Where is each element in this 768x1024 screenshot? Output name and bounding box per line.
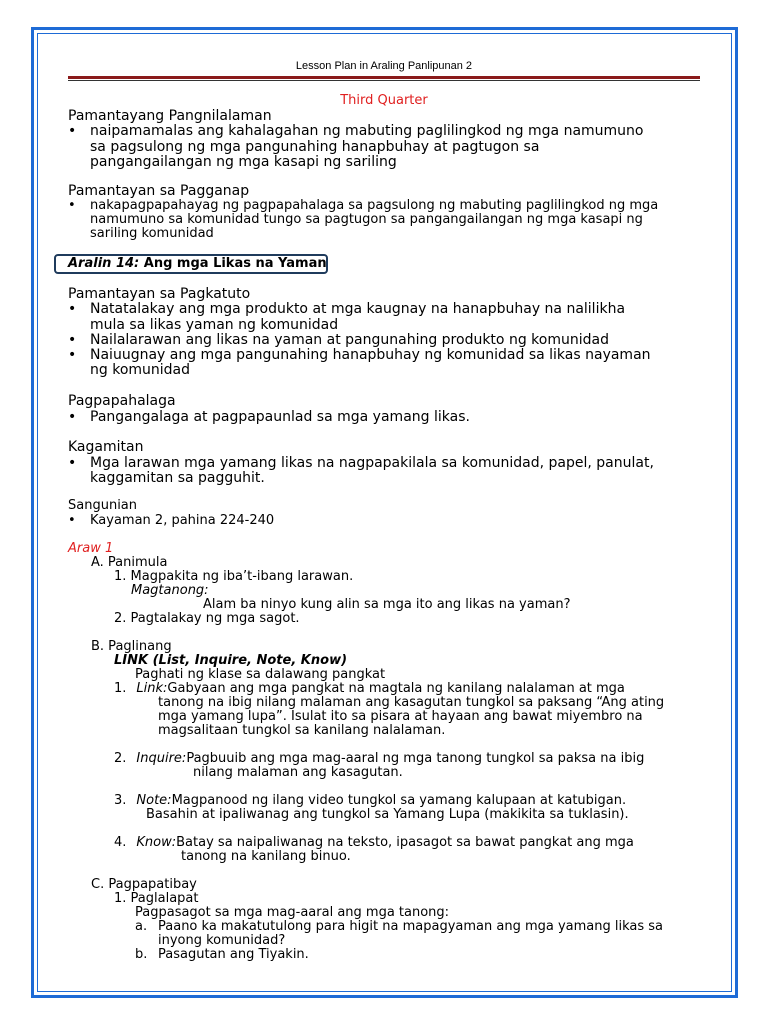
question-b-label: b. [135, 947, 148, 962]
section-a-item: 2. Pagtalakay ng mga sagot. [114, 611, 300, 626]
know-text: Batay sa naipaliwanag na teksto, ipasagot sa bawat pangkat ang mga [176, 835, 634, 850]
know-text-line: tanong na kanilang binuo. [181, 849, 351, 864]
content-standard-line: pangangailangan ng mga kasapi ng sariling [90, 154, 397, 170]
quarter-title: Third Quarter [340, 93, 428, 108]
performance-standard-line: sariling komunidad [90, 226, 214, 241]
content-standard-line: sa pagsulong ng mga pangunahing hanapbuhay at pagtugon sa [90, 139, 540, 155]
question-a-line: inyong komunidad? [158, 933, 286, 948]
link-text-line: tanong na ibig nilang malaman ang kasagutan tungkol sa paksang “Ang ating [158, 695, 665, 710]
link-strategy-title: LINK (List, Inquire, Note, Know) [114, 653, 348, 668]
materials-heading: Kagamitan [68, 439, 144, 455]
document-header: Lesson Plan in Araling Panlipunan 2 [295, 60, 473, 72]
inquire-text: Pagbuuib ang mga mag-aaral ng mga tanong tungkol sa paksa na ibig [186, 751, 645, 766]
reference-heading: Sangunian [68, 498, 138, 513]
item-number: 2. [114, 751, 127, 766]
section-c-heading: C. Pagpapatibay [91, 877, 197, 892]
content-standard-heading: Pamantayang Pangnilalaman [68, 108, 272, 124]
know-term: Know: [136, 835, 177, 850]
inquire-item [114, 752, 644, 765]
section-c-item: 1. Paglalapat [114, 891, 199, 906]
question-b-line: Pasagutan ang Tiyakin. [158, 947, 309, 962]
know-item [114, 836, 634, 849]
reference-line: • Kayaman 2, pahina 224-240 [90, 514, 274, 527]
ask-label: Magtanong: [131, 583, 209, 598]
grouping-line: Paghati ng klase sa dalawang pangkat [135, 667, 386, 682]
performance-standard-line: namumuno sa komunidad tungo sa pagtugon sa pangangailangan ng mga kasapi ng [90, 212, 643, 227]
lesson-name: Ang mga Likas na Yaman [143, 256, 327, 271]
note-item [114, 794, 626, 807]
inquire-term: Inquire: [136, 751, 187, 766]
learning-standard-line: • Nailalarawan ang likas na yaman at pangunahing produkto ng komunidad [90, 333, 609, 347]
learning-standard-heading: Pamantayan sa Pagkatuto [68, 286, 251, 302]
item-number: 1. [114, 681, 127, 696]
question-a-label: a. [135, 919, 148, 934]
section-b-heading: B. Paglinang [91, 639, 172, 654]
lesson-number: Aralin 14: [68, 256, 140, 271]
learning-standard-line: ng komunidad [90, 362, 191, 378]
note-term: Note: [136, 793, 172, 808]
question-a-line: Paano ka makatutulong para higit na mapagyaman ang mga yamang likas sa [158, 919, 664, 934]
link-text-line: magsalitaan tungkol sa kanilang nalalaman. [158, 723, 446, 738]
section-a-heading: A. Panimula [91, 555, 168, 570]
note-text-line: Basahin at ipaliwanag ang tungkol sa Yamang Lupa (makikita sa tuklasin). [146, 807, 629, 822]
lesson-title [68, 257, 327, 270]
materials-line: • Mga larawan mga yamang likas na nagpapakilala sa komunidad, papel, panulat, [90, 456, 654, 470]
learning-standard-line: • Natatalakay ang mga produkto at mga kaugnay na hanapbuhay na nalilikha [90, 302, 625, 316]
learning-standard-line: • Naiuugnay ang mga pangunahing hanapbuhay ng komunidad sa likas nayaman [90, 348, 651, 362]
note-text: Magpanood ng ilang video tungkol sa yamang kalupaan at katubigan. [171, 793, 627, 808]
values-line: • Pangangalaga at pagpapaunlad sa mga yamang likas. [90, 410, 470, 424]
item-number: 4. [114, 835, 127, 850]
item-number: 3. [114, 793, 127, 808]
header-rule-thin [68, 80, 700, 81]
link-text-line: mga yamang lupa”. Isulat ito sa pisara at hayaan ang bawat miyembro na [158, 709, 643, 724]
link-item [114, 682, 625, 695]
materials-line: kaggamitan sa pagguhit. [90, 470, 265, 486]
values-heading: Pagpapahalaga [68, 393, 176, 409]
link-text: Gabyaan ang mga pangkat na magtala ng kanilang nalalaman at mga [167, 681, 625, 696]
header-rule [68, 76, 700, 79]
section-c-instruction: Pagpasagot sa mga mag-aaral ang mga tanong: [135, 905, 450, 920]
day-label: Araw 1 [68, 541, 114, 556]
content-standard-line: • naipamamalas ang kahalagahan ng mabuting paglilingkod ng mga namumuno [90, 124, 643, 138]
performance-standard-heading: Pamantayan sa Pagganap [68, 183, 250, 199]
performance-standard-line: • nakapagpapahayag ng pagpapahalaga sa pagsulong ng mabuting paglilingkod ng mga [90, 199, 658, 212]
learning-standard-line: mula sa likas yaman ng komunidad [90, 317, 339, 333]
question-line: Alam ba ninyo kung alin sa mga ito ang likas na yaman? [203, 597, 571, 612]
section-a-item: 1. Magpakita ng iba’t-ibang larawan. [114, 569, 354, 584]
link-term: Link: [136, 681, 168, 696]
inquire-text-line: nilang malaman ang kasagutan. [193, 765, 403, 780]
